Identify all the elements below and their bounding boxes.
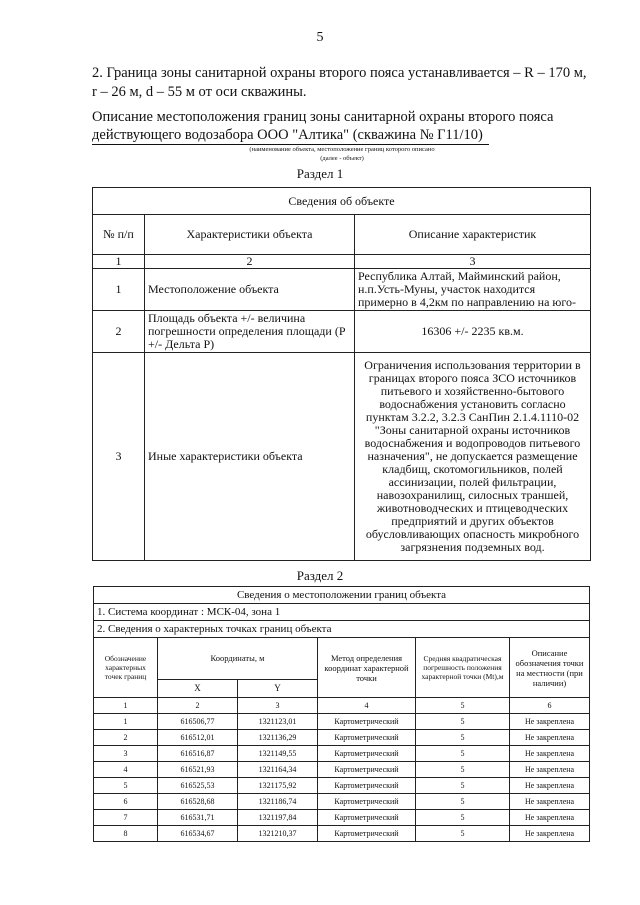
point-x: 616521,93: [158, 762, 238, 778]
point-x: 616516,87: [158, 746, 238, 762]
point-x: 616512,01: [158, 730, 238, 746]
point-x: 616506,77: [158, 714, 238, 730]
point-x: 616525,53: [158, 778, 238, 794]
col-number: 6: [510, 698, 590, 714]
point-description: Не закреплена: [510, 746, 590, 762]
point-description: Не закреплена: [510, 810, 590, 826]
object-caption: (наименование объекта, местоположение границ которого описано: [249, 146, 435, 153]
point-x: 616534,67: [158, 826, 238, 842]
point-method: Картометрический: [318, 730, 416, 746]
point-y: 1321210,37: [238, 826, 318, 842]
row-characteristic: Местоположение объекта: [145, 269, 355, 311]
col-number: 3: [355, 255, 591, 269]
table-row: [94, 810, 590, 826]
point-error: 5: [416, 810, 510, 826]
row-value: Ограничения использования территории в границах второго пояса ЗСО источников питьевого и хозяйственно-бытового водоснабжения установить согласно пунктам 3.2.2, 3.2.3 СанПин 2.1.4.1110-02 "Зоны санитарной охраны источников водоснабжения и водопроводов питьевого назначения", не допускается размещение кладбищ, скотомогильников, полей ассинизации, полей фильтрации, навозохранилищ, силосных траншей, животноводческих и птицеводческих предприятий и других объектов обусловливающих опасность микробного загрязнения подземных вод.: [355, 353, 591, 561]
point-description: Не закреплена: [510, 762, 590, 778]
point-description: Не закреплена: [510, 794, 590, 810]
point-method: Картометрический: [318, 778, 416, 794]
point-y: 1321186,74: [238, 794, 318, 810]
object-info-header: Сведения об объекте: [93, 188, 591, 215]
col-coordinates: Координаты, м: [158, 638, 318, 680]
col-header-characteristic: Характеристики объекта: [145, 215, 355, 255]
table-row: [94, 778, 590, 794]
section-2-title: Раздел 2: [296, 568, 344, 583]
point-id: 5: [94, 778, 158, 794]
table-row: [94, 794, 590, 810]
row-characteristic: Иные характеристики объекта: [145, 353, 355, 561]
point-method: Картометрический: [318, 826, 416, 842]
col-error: Средняя квадратическая погрешность положения характерной точки (Mt),м: [416, 638, 510, 698]
point-method: Картометрический: [318, 794, 416, 810]
point-error: 5: [416, 826, 510, 842]
point-y: 1321149,55: [238, 746, 318, 762]
col-method: Метод определения координат характерной точки: [318, 638, 416, 698]
row-value: 16306 +/- 2235 кв.м.: [355, 311, 591, 353]
row-characteristic: Площадь объекта +/- величина погрешности определения площади (P +/- Дельта P): [145, 311, 355, 353]
points-body: [94, 714, 590, 842]
table-row: [94, 762, 590, 778]
row-num: 1: [93, 269, 145, 311]
col-number: 1: [94, 698, 158, 714]
row-num: 2: [93, 311, 145, 353]
point-y: 1321197,84: [238, 810, 318, 826]
row-value: Республика Алтай, Майминский район, н.п.Усть-Муны, участок находится примерно в 4,2км по направлению на юго-: [355, 269, 591, 311]
description-line-2: действующего водозабора ООО "Алтика" (скважина № Г11/10): [92, 126, 489, 145]
boundary-description-title: [92, 108, 592, 145]
boundary-points-table: [93, 586, 590, 842]
zone-boundary-paragraph: 2. Граница зоны санитарной охраны второго пояса устанавливается – R – 170 м, r – 26 м, d – 55 м от оси скважины.: [92, 65, 587, 100]
point-description: Не закреплена: [510, 778, 590, 794]
points-info-header: 2. Сведения о характерных точках границ объекта: [94, 621, 590, 638]
col-y: Y: [238, 680, 318, 698]
col-header-description: Описание характеристик: [355, 215, 591, 255]
point-x: 616531,71: [158, 810, 238, 826]
col-number: 2: [158, 698, 238, 714]
col-number: 2: [145, 255, 355, 269]
point-id: 8: [94, 826, 158, 842]
point-description: Не закреплена: [510, 826, 590, 842]
point-id: 3: [94, 746, 158, 762]
description-line-1: Описание местоположения границ зоны санитарной охраны второго пояса: [92, 109, 554, 125]
point-y: 1321164,34: [238, 762, 318, 778]
coordinate-system: 1. Система координат : МСК-04, зона 1: [94, 604, 590, 621]
table-row: [94, 714, 590, 730]
object-info-table: [92, 187, 591, 561]
point-id: 2: [94, 730, 158, 746]
point-y: 1321175,92: [238, 778, 318, 794]
point-error: 5: [416, 778, 510, 794]
point-method: Картометрический: [318, 762, 416, 778]
table-row: [94, 826, 590, 842]
point-description: Не закреплена: [510, 730, 590, 746]
point-method: Картометрический: [318, 810, 416, 826]
point-id: 1: [94, 714, 158, 730]
point-y: 1321123,01: [238, 714, 318, 730]
table-row: [94, 746, 590, 762]
point-description: Не закреплена: [510, 714, 590, 730]
object-caption-sub: (далее - объект): [320, 155, 364, 162]
col-x: X: [158, 680, 238, 698]
point-error: 5: [416, 746, 510, 762]
point-error: 5: [416, 730, 510, 746]
point-error: 5: [416, 794, 510, 810]
point-id: 6: [94, 794, 158, 810]
col-number: 4: [318, 698, 416, 714]
point-error: 5: [416, 714, 510, 730]
point-method: Картометрический: [318, 746, 416, 762]
col-number: 1: [93, 255, 145, 269]
location-info-header: Сведения о местоположении границ объекта: [94, 587, 590, 604]
col-header-num: № п/п: [93, 215, 145, 255]
col-number: 3: [238, 698, 318, 714]
row-num: 3: [93, 353, 145, 561]
page-number: 5: [316, 30, 324, 45]
section-1-title: Раздел 1: [296, 166, 344, 181]
col-number: 5: [416, 698, 510, 714]
point-error: 5: [416, 762, 510, 778]
point-x: 616528,68: [158, 794, 238, 810]
col-point-description: Описание обозначения точки на местности (при наличии): [510, 638, 590, 698]
table-row: [94, 730, 590, 746]
point-y: 1321136,29: [238, 730, 318, 746]
col-point-designation: Обозначение характерных точек границ: [94, 638, 158, 698]
point-id: 7: [94, 810, 158, 826]
point-method: Картометрический: [318, 714, 416, 730]
point-id: 4: [94, 762, 158, 778]
